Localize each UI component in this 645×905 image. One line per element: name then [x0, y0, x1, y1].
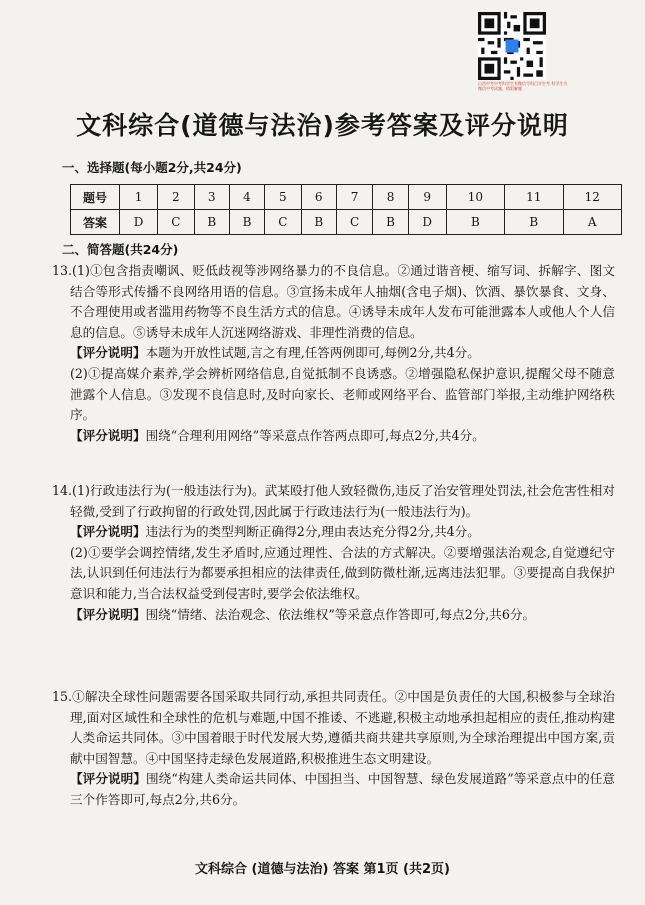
- page-footer: 文科综合 (道德与法治) 答案 第1页 (共2页): [195, 862, 450, 877]
- table-cell: 7: [336, 185, 373, 210]
- answer-paragraph: (2)①提高媒介素养,学会辨析网络信息,自觉抵制不良诱惑。②增强隐私保护意识,提醒父母不随意泄露个人信息。③发现不良信息时,及时向家长、老师或网络平台、监管部门举报,主动维护网络秩序。: [70, 365, 615, 423]
- question-15: [52, 687, 615, 811]
- table-cell: B: [373, 210, 408, 235]
- section1-heading: 一、选择题(每小题2分,共24分): [62, 160, 242, 175]
- table-cell: 2: [158, 185, 195, 210]
- table-cell: 8: [373, 185, 408, 210]
- answer-paragraph: ①解决全球性问题需要各国采取共同行动,承担共同责任。②中国是负责任的大国,积极参与全球治理,面对区域性和全球性的危机与难题,中国不推诿、不逃避,积极主动地承担起相应的责任,推动构建人类命运共同体。③中国着眼于时代发展大势,遵循共商共建共享原则,为全球治理提出中国方案,贡献中国智慧。④中国坚持走绿色发展道路,积极推进生态文明建设。: [70, 689, 615, 766]
- question-14: [52, 481, 615, 625]
- row-header-answer: 答案: [71, 210, 120, 235]
- table-cell: 12: [563, 185, 622, 210]
- table-cell: D: [408, 210, 446, 235]
- scoring-label: 【评分说明】: [70, 524, 146, 540]
- table-cell: 4: [229, 185, 264, 210]
- answer-paragraph: (2)①要学会调控情绪,发生矛盾时,应通过理性、合法的方式解决。②要增强法治观念,自觉遵纪守法,认识到任何违法行为都要承担相应的法律责任,做到防微杜渐,远离违法犯罪。③要提高自我保护意识和能力,当合法权益受到侵害时,要学会依法维权。: [70, 544, 615, 601]
- question-number: 14.: [52, 483, 73, 498]
- table-cell: D: [120, 210, 158, 235]
- table-row-answers: [71, 210, 622, 235]
- table-cell: B: [194, 210, 229, 235]
- scoring-label: 【评分说明】: [70, 771, 147, 787]
- table-row-numbers: [71, 185, 622, 210]
- scoring-note: 围绕“情绪、法治观念、依法维权”等采意点作答即可,每点2分,共6分。: [145, 606, 536, 622]
- table-cell: C: [336, 210, 373, 235]
- table-cell: 11: [505, 185, 563, 210]
- scoring-note: 围绕“构建人类命运共同体、中国担当、中国智慧、绿色发展道路”等采意点中的任意三个作答即可,每点2分,共6分。: [70, 771, 615, 807]
- table-cell: B: [505, 210, 563, 235]
- question-13: [52, 261, 615, 446]
- qr-caption: 山西中考中考科学生有微信号科目学生考 科学生为微信中考试题、精彩解题: [478, 81, 568, 91]
- scoring-note: 围绕“合理利用网络”等采意点作答两点即可,每点2分,共4分。: [145, 427, 485, 443]
- table-cell: 10: [446, 185, 504, 210]
- page-title: 文科综合(道德与法治)参考答案及评分说明: [76, 111, 569, 140]
- qr-code-icon: [478, 12, 546, 80]
- section2-heading: 二、简答题(共24分): [62, 242, 179, 257]
- table-cell: C: [265, 210, 302, 235]
- question-number: 13.: [52, 263, 73, 278]
- scoring-label: 【评分说明】: [70, 427, 146, 443]
- table-cell: B: [229, 210, 264, 235]
- scoring-note: 本题为开放性试题,言之有理,任答两例即可,每例2分,共4分。: [145, 345, 480, 361]
- table-cell: B: [301, 210, 336, 235]
- row-header-number: 题号: [71, 185, 120, 210]
- question-number: 15.: [52, 689, 73, 704]
- table-cell: 9: [408, 185, 446, 210]
- table-cell: 3: [194, 185, 229, 210]
- table-cell: A: [563, 210, 622, 235]
- table-cell: 5: [265, 185, 302, 210]
- scoring-label: 【评分说明】: [70, 606, 146, 622]
- table-cell: 6: [301, 185, 336, 210]
- table-cell: B: [446, 210, 504, 235]
- answer-table: [70, 184, 622, 235]
- scoring-note: 违法行为的类型判断正确得2分,理由表达充分得2分,共4分。: [145, 524, 480, 540]
- table-cell: 1: [120, 185, 158, 210]
- table-cell: C: [158, 210, 195, 235]
- answer-paragraph: (1)行政违法行为(一般违法行为)。武某殴打他人致轻微伤,违反了治安管理处罚法,社会危害性相对轻微,受到了行政拘留的行政处罚,因此属于行政违法行为(一般违法行为)。: [70, 483, 615, 519]
- scoring-label: 【评分说明】: [70, 345, 146, 361]
- answer-paragraph: (1)①包含指责嘲讽、贬低歧视等涉网络暴力的不良信息。②通过谐音梗、缩写词、拆解字、图文结合等形式传播不良网络用语的信息。③宣扬未成年人抽烟(含电子烟)、饮酒、暴饮暴食、文身、不合理使用或者滥用药物等不良生活方式的信息。④诱导未成年人发布可能泄露本人或他人个人信息的信息。⑤诱导未成年人沉迷网络游戏、非理性消费的信息。: [70, 263, 615, 340]
